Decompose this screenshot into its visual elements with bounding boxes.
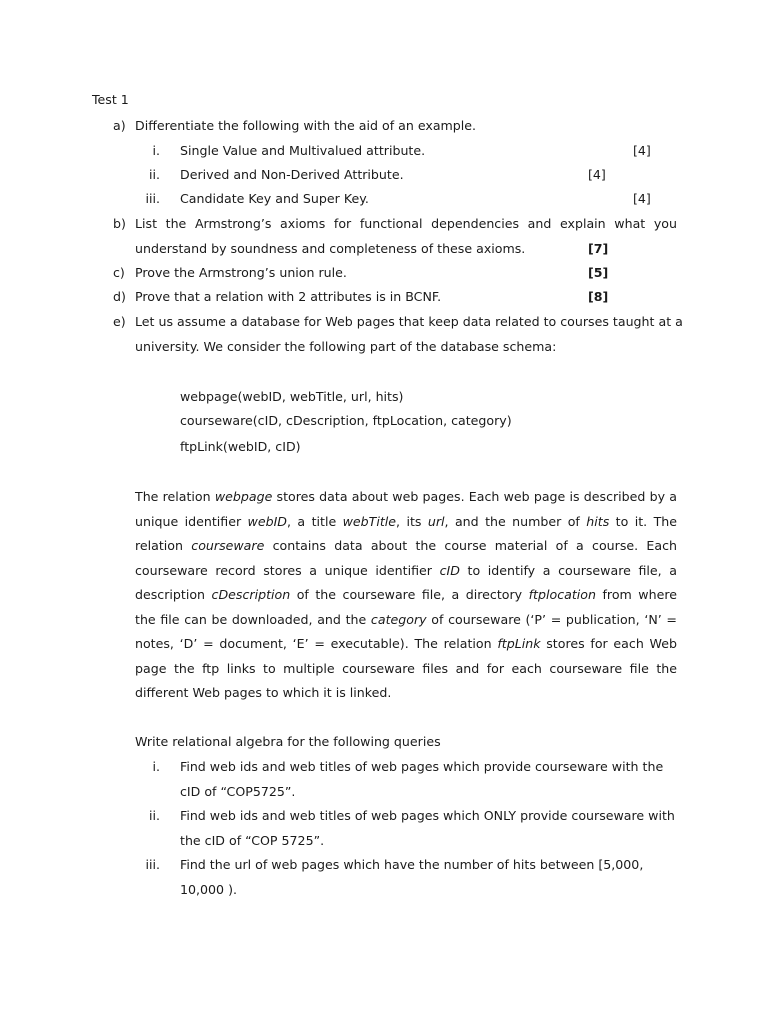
text-segment: the file can be downloaded, and the <box>135 611 371 627</box>
text-segment: unique identifier <box>135 513 248 529</box>
relational-algebra-intro: Write relational algebra for the following queries <box>135 734 441 749</box>
italic-term: courseware <box>191 538 265 553</box>
paragraph-line <box>135 537 677 555</box>
question-b-label: b) <box>113 216 126 231</box>
item-text: Derived and Non-Derived Attribute. <box>180 167 404 182</box>
item-number: iii. <box>145 191 160 206</box>
text-segment: stores data about web pages. Each web page is described by a <box>272 489 677 504</box>
text-segment: from where <box>595 587 677 602</box>
query-number: iii. <box>145 857 160 872</box>
question-e-line1: Let us assume a database for Web pages that keep data related to courses taught at a <box>135 314 683 329</box>
schema-line: courseware(cID, cDescription, ftpLocation, category) <box>180 413 512 428</box>
paragraph-line <box>135 611 677 629</box>
question-e-line2: university. We consider the following part of the database schema: <box>135 339 557 354</box>
query-line1: Find web ids and web titles of web pages which provide courseware with the <box>180 759 664 774</box>
text-segment: description <box>135 587 212 602</box>
item-number: i. <box>152 143 160 158</box>
question-d-mark: [8] <box>588 289 609 304</box>
text-segment: different Web pages to which it is linked. <box>135 685 392 700</box>
question-c-text: Prove the Armstrong’s union rule. <box>135 265 347 280</box>
query-number: i. <box>152 759 160 774</box>
question-c-mark: [5] <box>588 265 609 280</box>
italic-term: url <box>427 513 445 529</box>
paragraph-line <box>135 660 677 678</box>
italic-term: category <box>370 611 427 627</box>
item-text: Candidate Key and Super Key. <box>180 191 369 206</box>
text-segment: , and the number of <box>444 513 587 529</box>
italic-term: ftpLink <box>497 636 541 651</box>
paragraph-line <box>135 488 677 506</box>
italic-term: ftplocation <box>528 587 596 602</box>
question-b-line1: List the Armstrong’s axioms for functional dependencies and explain what you <box>135 216 677 231</box>
question-a-text: Differentiate the following with the aid of an example. <box>135 118 477 133</box>
text-segment: to it. The <box>609 513 678 529</box>
question-c-label: c) <box>113 265 125 280</box>
text-segment: stores for each Web <box>540 636 677 651</box>
text-segment: courseware record stores a unique identifier <box>135 562 440 578</box>
paragraph-line <box>135 586 677 604</box>
schema-line: ftpLink(webID, cID) <box>180 439 301 454</box>
item-number: ii. <box>148 167 160 182</box>
italic-term: hits <box>586 513 610 529</box>
text-segment: of courseware (‘P’ = publication, ‘N’ = <box>426 611 677 627</box>
italic-term: cID <box>439 562 460 578</box>
text-segment: of the courseware file, a directory <box>290 587 529 602</box>
paragraph-line <box>135 562 677 580</box>
item-mark: [4] <box>633 143 651 158</box>
paragraph-line <box>135 513 677 531</box>
question-d-label: d) <box>113 289 126 304</box>
question-e-label: e) <box>113 314 126 329</box>
paragraph-line <box>135 635 677 653</box>
text-segment: , a title <box>287 513 343 529</box>
text-segment: contains data about the course material of a course. Each <box>264 538 677 553</box>
question-a-label: a) <box>113 118 126 133</box>
text-segment: notes, ‘D’ = document, ‘E’ = executable). The relation <box>135 636 498 651</box>
italic-term: cDescription <box>211 587 291 602</box>
query-line2: the cID of “COP 5725”. <box>180 833 325 848</box>
italic-term: webTitle <box>342 513 397 529</box>
text-segment: , its <box>396 513 428 529</box>
item-text: Single Value and Multivalued attribute. <box>180 143 426 158</box>
item-mark: [4] <box>588 167 606 182</box>
italic-term: webpage <box>214 489 273 504</box>
query-number: ii. <box>148 808 160 823</box>
paragraph-line <box>135 684 677 702</box>
query-line1: Find web ids and web titles of web pages which ONLY provide courseware with <box>180 808 675 823</box>
query-line2: cID of “COP5725”. <box>180 784 296 799</box>
item-mark: [4] <box>633 191 651 206</box>
test-title: Test 1 <box>92 92 129 107</box>
query-line2: 10,000 ). <box>180 882 237 897</box>
query-line1: Find the url of web pages which have the number of hits between [5,000, <box>180 857 644 872</box>
question-d-text: Prove that a relation with 2 attributes is in BCNF. <box>135 289 442 304</box>
italic-term: webID <box>247 513 288 529</box>
text-segment: page the ftp links to multiple courseware files and for each courseware file the <box>135 660 677 676</box>
text-segment: to identify a courseware file, a <box>459 562 677 578</box>
text-segment: The relation <box>135 489 215 504</box>
question-b-line2: understand by soundness and completeness of these axioms. <box>135 241 526 256</box>
text-segment: relation <box>135 538 192 553</box>
question-b-mark: [7] <box>588 241 609 256</box>
schema-line: webpage(webID, webTitle, url, hits) <box>180 389 404 404</box>
